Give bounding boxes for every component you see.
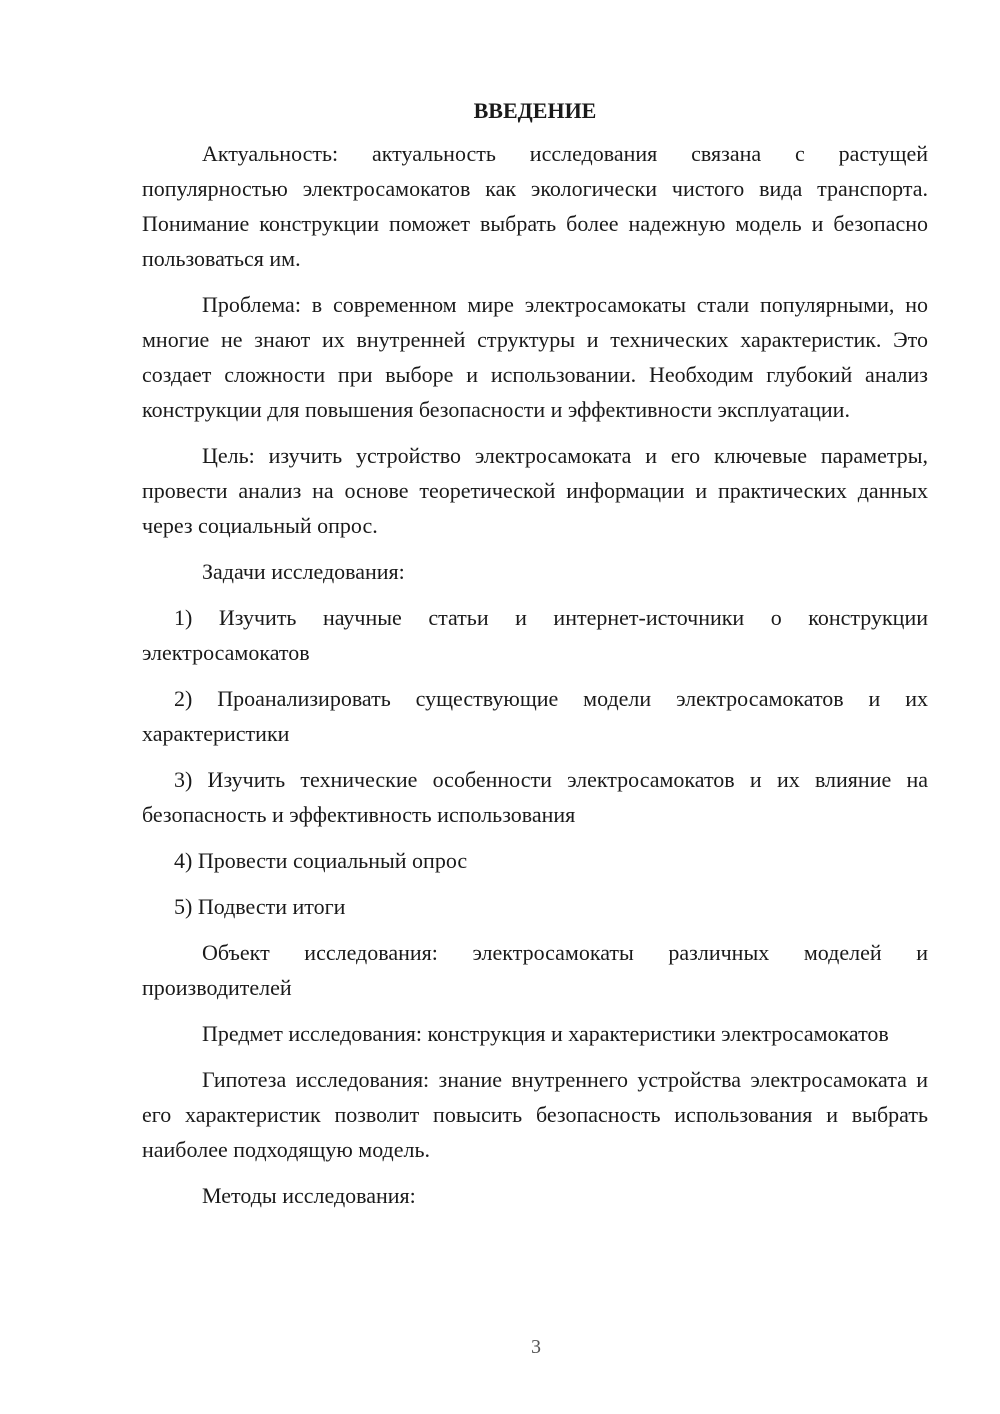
task-item: 5) Подвести итоги — [174, 894, 346, 919]
problem-paragraph: Проблема: в современном мире электросамокаты стали популярными, но многие не знают их внутренней структуры и технических характеристик. Это создает сложности при выборе и использовании. Необходим глубокий анализ конструкции для повышения безопасности и эффективности эксплуатации. — [142, 292, 928, 422]
goal-paragraph: Цель: изучить устройство электросамоката и его ключевые параметры, провести анализ на основе теоретической информации и практических данных через социальный опрос. — [142, 443, 928, 538]
task-item: 2) Проанализировать существующие модели электросамокатов и их характеристики — [142, 686, 928, 746]
task-item: 1) Изучить научные статьи и интернет-источники о конструкции электросамокатов — [142, 605, 928, 665]
relevance-paragraph: Актуальность: актуальность исследования связана с растущей популярностью электросамокатов как экологически чистого вида транспорта. Понимание конструкции поможет выбрать более надежную модель и безопасно пользоваться им. — [142, 141, 928, 271]
task-item: 4) Провести социальный опрос — [174, 848, 468, 873]
page-content — [142, 96, 928, 1224]
object-paragraph: Объект исследования: электросамокаты различных моделей и производителей — [142, 940, 928, 1000]
section-heading: ВВЕДЕНИЕ — [473, 98, 597, 123]
hypothesis-paragraph: Гипотеза исследования: знание внутреннего устройства электросамоката и его характеристик позволит повысить безопасность использования и выбрать наиболее подходящую модель. — [142, 1067, 928, 1162]
tasks-intro: Задачи исследования: — [202, 559, 405, 584]
page-number: 3 — [531, 1336, 541, 1358]
methods-paragraph: Методы исследования: — [202, 1183, 416, 1208]
subject-paragraph: Предмет исследования: конструкция и характеристики электросамокатов — [202, 1021, 889, 1046]
task-item: 3) Изучить технические особенности электросамокатов и их влияние на безопасность и эффективность использования — [142, 767, 928, 827]
